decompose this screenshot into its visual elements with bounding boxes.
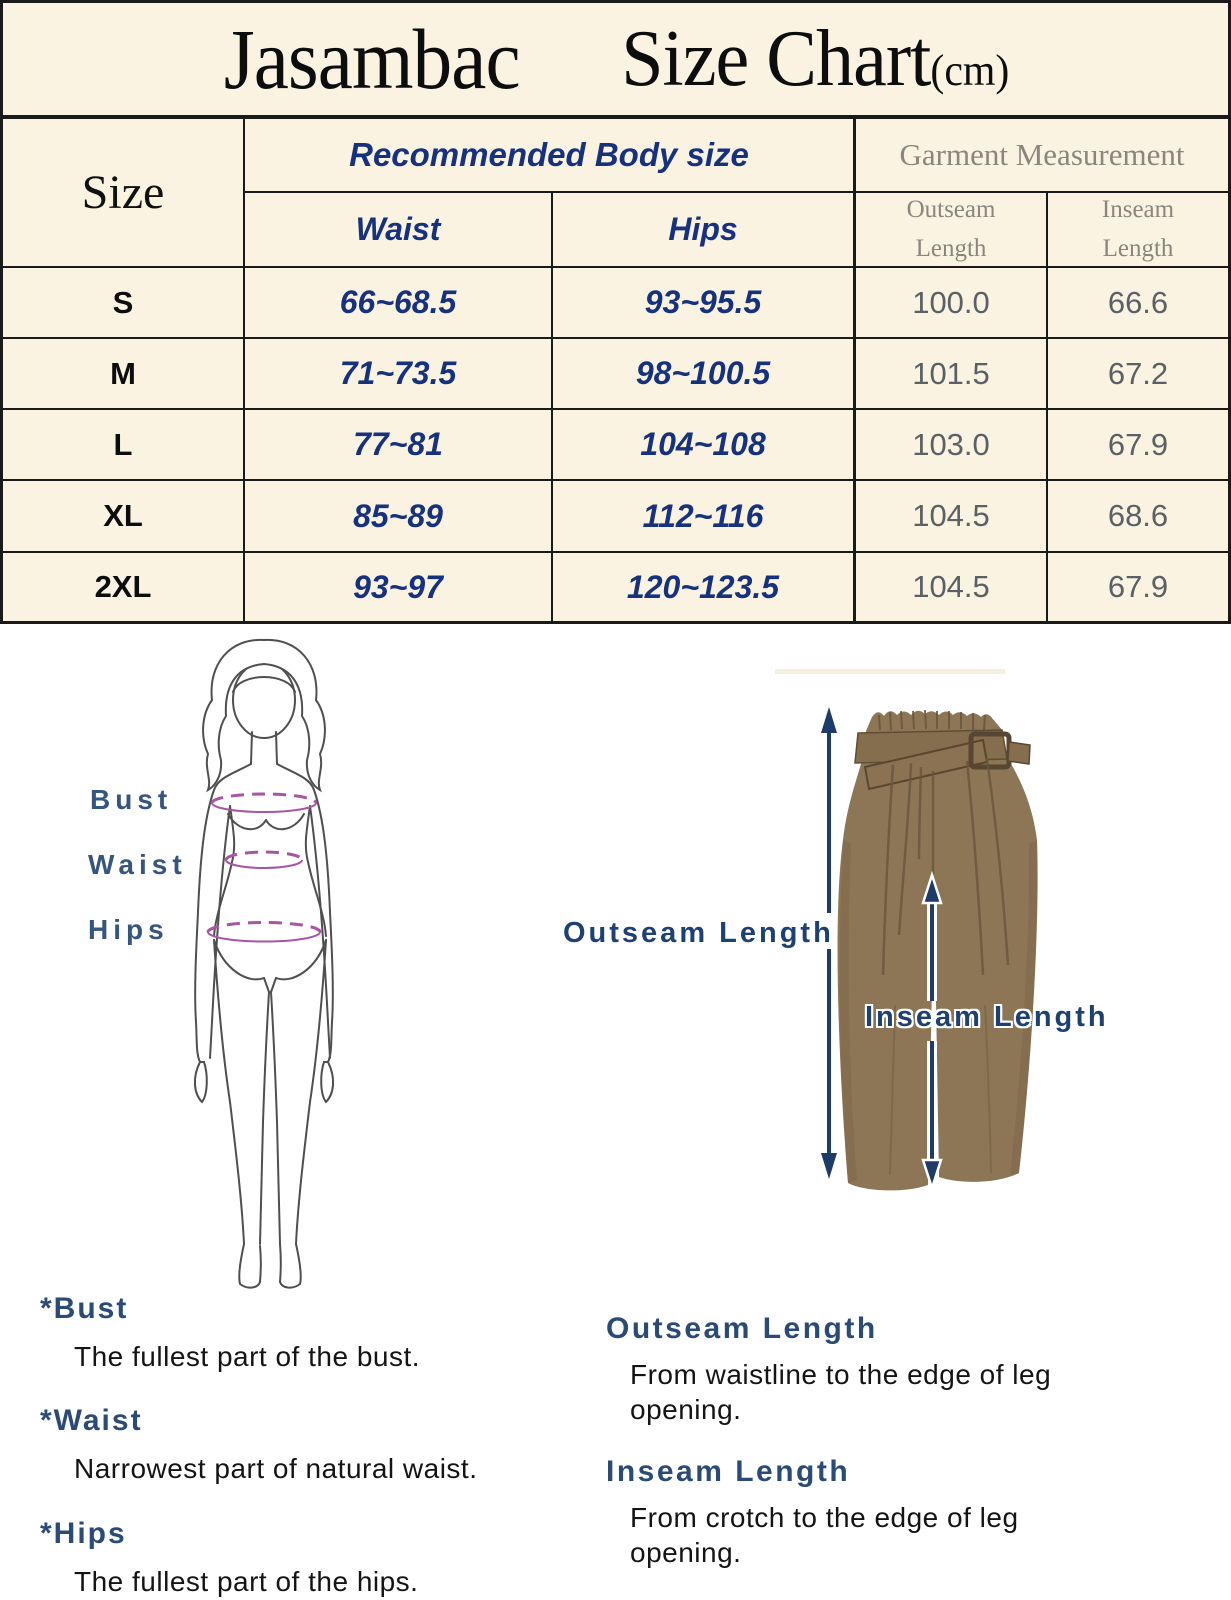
female-body-figure <box>168 622 380 1298</box>
inseam-length-label: Inseam Length <box>865 1001 1109 1033</box>
row-2xl-outseam: 104.5 <box>856 553 1048 621</box>
note-term-inseam: Inseam Length <box>606 1454 851 1488</box>
row-m-size: M <box>3 339 245 410</box>
row-2xl-waist: 93~97 <box>245 553 553 621</box>
chart-title-text: Size Chart <box>621 14 931 103</box>
body-measure-notes <box>40 1292 585 1600</box>
note-desc-outseam: From waistline to the edge of leg opening. <box>630 1359 1052 1426</box>
row-xl-hips: 112~116 <box>553 481 856 553</box>
faint-watermark-line <box>775 669 1005 674</box>
note-term-waist: *Waist <box>40 1404 143 1438</box>
size-chart-panel <box>0 0 1231 624</box>
row-l-hips: 104~108 <box>553 410 856 481</box>
row-s-size: S <box>3 268 245 339</box>
header-waist: Waist <box>245 193 553 268</box>
hips-label: Hips <box>88 914 169 945</box>
row-s-outseam: 100.0 <box>856 268 1048 339</box>
row-2xl-hips: 120~123.5 <box>553 553 856 621</box>
note-term-hips: *Hips <box>40 1516 127 1550</box>
note-term-outseam: Outseam Length <box>606 1312 878 1345</box>
row-l-waist: 77~81 <box>245 410 553 481</box>
row-s-inseam: 66.6 <box>1048 268 1228 339</box>
row-2xl-inseam: 67.9 <box>1048 553 1228 621</box>
header-group-garment-measurement: Garment Measurement <box>856 119 1228 193</box>
row-xl-inseam: 68.6 <box>1048 481 1228 553</box>
header-size: Size <box>3 119 245 268</box>
garment-measure-notes <box>606 1312 1111 1597</box>
row-xl-outseam: 104.5 <box>856 481 1048 553</box>
row-s-waist: 66~68.5 <box>245 268 553 339</box>
note-desc-inseam: From crotch to the edge of leg opening. <box>630 1501 1019 1568</box>
row-l-size: L <box>3 410 245 481</box>
chart-unit: (cm) <box>930 45 1010 95</box>
chart-title <box>621 14 1009 105</box>
row-m-hips: 98~100.5 <box>553 339 856 410</box>
row-m-waist: 71~73.5 <box>245 339 553 410</box>
outseam-length-label: Outseam Length <box>563 917 834 949</box>
header-outseam-length: Outseam Length <box>856 193 1048 268</box>
row-l-inseam: 67.9 <box>1048 410 1228 481</box>
size-table <box>3 119 1228 621</box>
note-desc-waist: Narrowest part of natural waist. <box>74 1453 478 1485</box>
row-m-inseam: 67.2 <box>1048 339 1228 410</box>
header-group-recommended-body-size: Recommended Body size <box>245 119 856 193</box>
row-xl-waist: 85~89 <box>245 481 553 553</box>
title-bar <box>3 3 1228 119</box>
note-desc-bust: The fullest part of the bust. <box>74 1341 421 1372</box>
row-xl-size: XL <box>3 481 245 553</box>
row-m-outseam: 101.5 <box>856 339 1048 410</box>
row-s-hips: 93~95.5 <box>553 268 856 339</box>
header-hips: Hips <box>553 193 856 268</box>
header-inseam-length: Inseam Length <box>1048 193 1228 268</box>
row-2xl-size: 2XL <box>3 553 245 621</box>
bust-label: Bust <box>90 784 173 815</box>
note-term-bust: *Bust <box>40 1292 129 1325</box>
waist-label: Waist <box>88 849 187 880</box>
note-desc-hips: The fullest part of the hips. <box>74 1565 419 1597</box>
brand-name: Jasambac <box>224 11 521 107</box>
row-l-outseam: 103.0 <box>856 410 1048 481</box>
